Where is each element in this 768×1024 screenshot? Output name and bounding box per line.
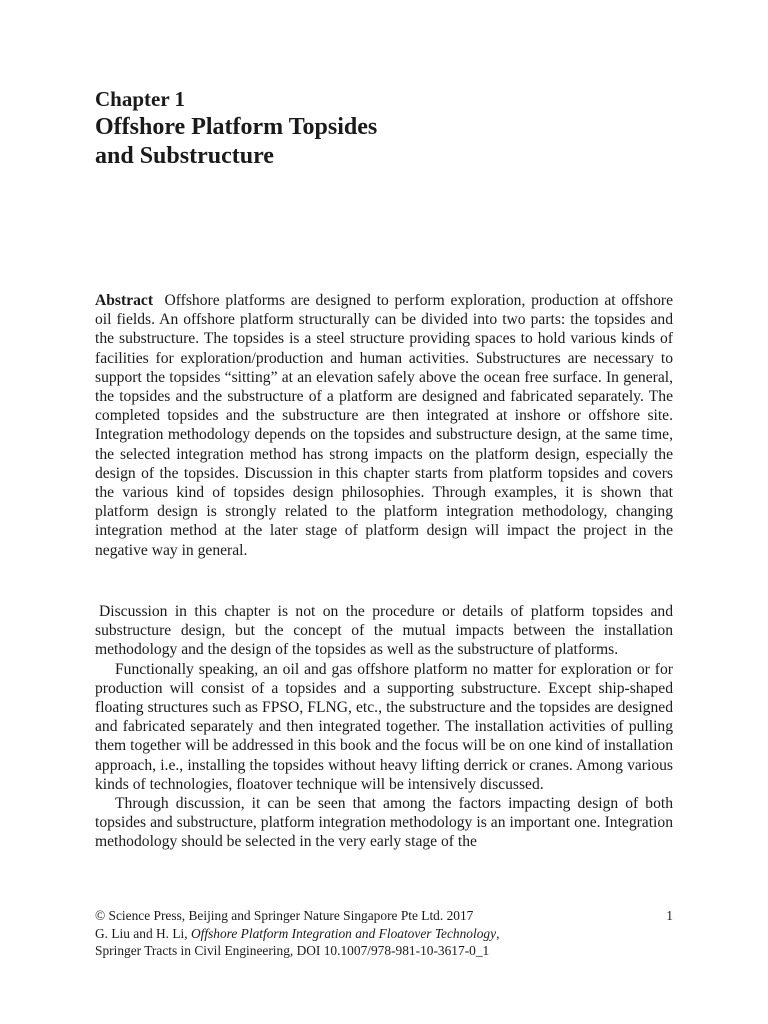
- body-paragraph-3: Through discussion, it can be seen that among the factors impacting design of both topsides and substructure, platform integration methodology is an important one. Integration methodology should be selected in the very early stage of the: [95, 795, 673, 851]
- chapter-title-line-1: Offshore Platform Topsides: [95, 114, 378, 140]
- citation-comma: ,: [496, 925, 500, 941]
- citation-book-title: Offshore Platform Integration and Floatover Technology: [190, 925, 497, 941]
- body-paragraph-2: Functionally speaking, an oil and gas offshore platform no matter for exploration or for production will consist of a topsides and a supporting substructure. Except ship-shaped floating structures such as FPSO, FLNG, etc., the substructure and the topsides are designed and fabricated separately and then integrated together. The installation activities of pulling them together will be addressed in this book and the focus will be on one kind of installation approach, i.e., installing the topsides without heavy lifting derrick or cranes. Among various kinds of technologies, floatover technique will be intensively discussed.: [95, 660, 673, 793]
- body-text: [95, 602, 673, 852]
- abstract: [95, 291, 673, 560]
- body-paragraph-1: Discussion in this chapter is not on the procedure or details of platform topsides and substructure design, but the concept of the mutual impacts between the installation methodology and the design of the topsides as well as the substructure of platforms.: [95, 603, 673, 659]
- page-footer: [95, 907, 673, 960]
- copyright-line: © Science Press, Beijing and Springer Nature Singapore Pte Ltd. 2017: [95, 908, 474, 923]
- abstract-text: Offshore platforms are designed to perform exploration, production at offshore oil fields. An offshore platform structurally can be divided into two parts: the topsides and the substructure. The topsides is a steel structure providing spaces to hold various kinds of facilities for exploration/production and human activities. Substructures are necessary to support the topsides “sitting” at an elevation safely above the ocean free surface. In general, the topsides and the substructure of a platform are designed and fabricated separately. The completed topsides and the substructure are then integrated at inshore or offshore site. Integration methodology depends on the topsides and substructure design, at the same time, the selected integration method has strong impacts on the platform design, especially the design of the topsides. Discussion in this chapter starts from platform topsides and covers the various kind of topsides design philosophies. Through examples, it is shown that platform design is strongly related to the platform integration methodology, changing integration method at the later stage of platform design will impact the project in the negative way in general.: [95, 292, 674, 559]
- page-number: 1: [666, 908, 673, 923]
- chapter-label: Chapter 1: [95, 87, 186, 111]
- chapter-title-line-2: and Substructure: [95, 143, 274, 169]
- abstract-label: Abstract: [95, 292, 154, 309]
- series-line: Springer Tracts in Civil Engineering, DOI 10.1007/978-981-10-3617-0_1: [95, 943, 490, 959]
- citation-authors: G. Liu and H. Li,: [95, 925, 191, 941]
- citation-line: [95, 925, 673, 943]
- chapter-title: [95, 113, 377, 171]
